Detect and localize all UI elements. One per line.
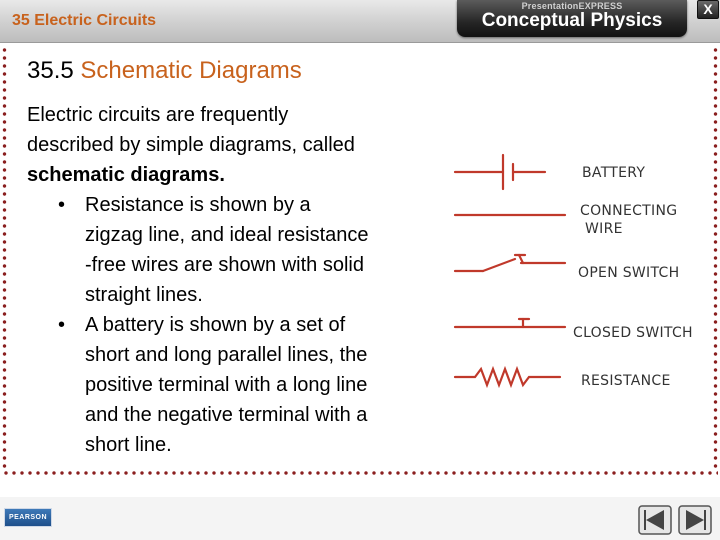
label-wire-line2: WIRE (585, 221, 623, 237)
prev-arrow-icon[interactable] (638, 505, 672, 535)
bullet-item (58, 310, 438, 460)
dotted-border-left (2, 46, 7, 470)
section-number: 35.5 (27, 57, 74, 84)
bullet-line: -free wires are shown with solid (85, 254, 364, 276)
brand-title: Conceptual Physics (481, 10, 663, 31)
closed-switch-symbol (455, 319, 565, 327)
bullet-line: positive terminal with a long line (85, 374, 368, 396)
bullet-line: short and long parallel lines, the (85, 344, 368, 366)
bullet-line: short line. (85, 434, 172, 456)
intro-line: described by simple diagrams, called (27, 134, 355, 156)
next-arrow-icon[interactable] (678, 505, 712, 535)
battery-symbol (455, 155, 545, 189)
bullet-line: A battery is shown by a set of (85, 314, 346, 336)
label-open-switch: OPEN SWITCH (578, 265, 680, 281)
close-button[interactable]: X (697, 0, 719, 19)
resistor-symbol (455, 369, 560, 385)
intro-paragraph (27, 100, 437, 190)
intro-line: Electric circuits are frequently (27, 104, 289, 126)
section-title (27, 57, 302, 85)
pearson-logo: PEARSON (4, 508, 52, 527)
footer-bar (0, 497, 720, 540)
chapter-title: 35 Electric Circuits (12, 12, 157, 29)
dotted-border-right (713, 46, 718, 470)
bullet-item (58, 190, 438, 310)
header-bar (0, 0, 720, 43)
label-battery: BATTERY (582, 165, 646, 181)
dotted-border-bottom (2, 470, 718, 476)
bullet-icon: • (58, 314, 66, 336)
bullet-line: straight lines. (85, 284, 203, 306)
bullet-line: zigzag line, and ideal resistance (85, 224, 369, 246)
intro-term: schematic diagrams. (27, 164, 225, 186)
bullet-line: Resistance is shown by a (85, 194, 311, 216)
bullet-line: and the negative terminal with a (85, 404, 368, 426)
label-resistance: RESISTANCE (581, 373, 671, 389)
brand-subtitle: PresentationEXPRESS (521, 1, 623, 11)
section-name: Schematic Diagrams (80, 57, 302, 84)
brand-logo (457, 0, 687, 37)
schematic-symbols-figure (445, 145, 710, 405)
label-closed-switch: CLOSED SWITCH (573, 325, 693, 341)
bullet-icon: • (58, 194, 66, 216)
label-wire-line1: CONNECTING (580, 203, 678, 219)
open-switch-symbol (455, 255, 565, 271)
bullet-list (58, 190, 438, 460)
